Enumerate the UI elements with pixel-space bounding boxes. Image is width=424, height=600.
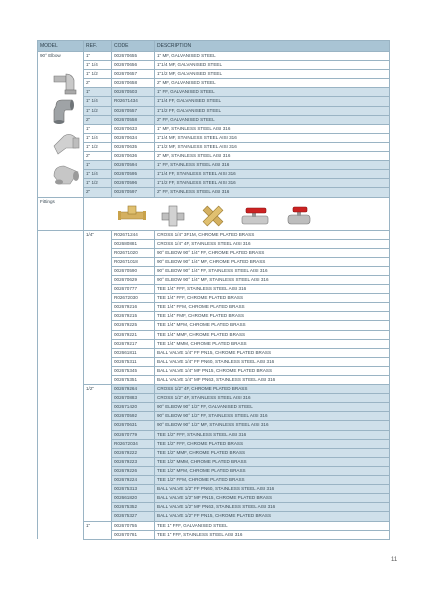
description-cell: BALL VALVE 1/2" MF PN63, STAINLESS STEEL AISI 316 (155, 503, 390, 512)
description-cell: 1" MF, GALVANISED STEEL (155, 52, 390, 61)
ref-cell: 1/2" (84, 385, 112, 521)
code-cell: 002679264 (112, 385, 155, 394)
ref-cell: 1" 1/4 (84, 133, 112, 142)
description-cell: BALL VALVE 1/4" FF PN60, STAINLESS STEEL AISI 316 (155, 357, 390, 366)
code-cell: 002679224 (112, 476, 155, 485)
ref-cell: 1" 1/2 (84, 142, 112, 151)
code-cell: 002670755 (112, 521, 155, 530)
description-cell: TEE 1/2" MMM, CHROME PLATED BRASS (155, 457, 390, 466)
description-cell: 1" MF, STAINLESS STEEL AISI 316 (155, 124, 390, 133)
description-cell: CROSS 1/4" 4F, STAINLESS STEEL AISI 316 (155, 239, 390, 248)
table-row (38, 88, 390, 97)
table-row (38, 152, 390, 161)
product-table (37, 40, 390, 540)
code-cell: 002670597 (112, 188, 155, 197)
description-cell: 1"1/4 MF, GALVANISED STEEL (155, 61, 390, 70)
code-cell: 002670656 (112, 61, 155, 70)
code-cell: 002679223 (112, 457, 155, 466)
model-blank-cell (38, 230, 84, 539)
code-cell: 002679222 (112, 448, 155, 457)
description-cell: CROSS 1/4" 3F1M, CHROME PLATED BRASS (155, 230, 390, 239)
elbow-illustrations (48, 68, 88, 198)
code-cell: R02671018 (112, 257, 155, 266)
code-cell: 002679216 (112, 303, 155, 312)
code-cell: 002670781 (112, 530, 155, 539)
ref-cell: 1" 1/2 (84, 106, 112, 115)
ref-cell: 1/4" (84, 230, 112, 385)
elbow-ff-stainless-image (54, 166, 79, 185)
code-cell: 002670658 (112, 79, 155, 88)
table-row (38, 52, 390, 61)
code-cell: 002679215 (112, 312, 155, 321)
description-cell: 90° ELBOW 90° 1/4" MF, STAINLESS STEEL AISI 316 (155, 275, 390, 284)
ref-cell: 1" 1/2 (84, 179, 112, 188)
description-cell: CROSS 1/2" 4F, CHROME PLATED BRASS (155, 385, 390, 394)
tee-brass-image (118, 205, 146, 227)
code-cell: 002679225 (112, 321, 155, 330)
code-cell: 002671420 (112, 403, 155, 412)
description-cell: 1"1/2 FF, GALVANISED STEEL (155, 106, 390, 115)
ref-cell: 1" 1/4 (84, 97, 112, 106)
description-cell: BALL VALVE 1/4" FF PN15, CHROME PLATED BRASS (155, 348, 390, 357)
code-cell: 002670634 (112, 133, 155, 142)
description-cell: 2" FF, STAINLESS STEEL AISI 316 (155, 188, 390, 197)
cross-image (200, 203, 226, 229)
ref-cell: 1" 1/4 (84, 170, 112, 179)
code-cell: 002670883 (112, 394, 155, 403)
code-cell: 002670631 (112, 421, 155, 430)
fittings-images (118, 203, 323, 229)
code-cell: 002675351 (112, 376, 155, 385)
description-cell: 2" MF, STAINLESS STEEL AISI 316 (155, 152, 390, 161)
description-cell: 1"1/2 MF, GALVANISED STEEL (155, 70, 390, 79)
description-cell: 1" FF, GALVANISED STEEL (155, 88, 390, 97)
code-cell: 002670635 (112, 142, 155, 151)
description-cell: 90° ELBOW 90° 1/2" MF, STAINLESS STEEL AISI 316 (155, 421, 390, 430)
code-cell: 002670777 (112, 285, 155, 294)
fittings-section (38, 197, 390, 539)
ref-cell: 1" 1/2 (84, 70, 112, 79)
code-cell: 002670779 (112, 430, 155, 439)
table-row (38, 170, 390, 179)
code-cell: 002675345 (112, 366, 155, 375)
description-cell: TEE 1/4" MFM, CHROME PLATED BRASS (155, 321, 390, 330)
code-cell: 002670594 (112, 161, 155, 170)
description-cell: TEE 1/2" FFM, CHROME PLATED BRASS (155, 476, 390, 485)
ref-cell: 1" (84, 52, 112, 61)
table-row (38, 133, 390, 142)
code-cell: 002675311 (112, 357, 155, 366)
elbow-mf-galvanised-image (54, 74, 76, 94)
description-cell: TEE 1/2" MMF, CHROME PLATED BRASS (155, 448, 390, 457)
description-cell: TEE 1/4" FFF, STAINLESS STEEL AISI 316 (155, 285, 390, 294)
code-cell: 002670558 (112, 115, 155, 124)
code-cell: 002675313 (112, 485, 155, 494)
code-cell: 002670633 (112, 124, 155, 133)
code-cell: 002679221 (112, 330, 155, 339)
description-cell: 90° ELBOW 90° 1/4" FF, STAINLESS STEEL AISI 316 (155, 266, 390, 275)
code-cell: R02671020 (112, 248, 155, 257)
header-model: MODEL (38, 41, 84, 52)
code-cell: 002661820 (112, 494, 155, 503)
code-cell: 002661811 (112, 348, 155, 357)
ref-cell: 2" (84, 115, 112, 124)
page-number: 11 (391, 557, 398, 563)
description-cell: BALL VALVE 1/4" MF PN15, CHROME PLATED BRASS (155, 366, 390, 375)
header-code: CODE (112, 41, 155, 52)
ref-cell: 1" (84, 521, 112, 539)
description-cell: CROSS 1/2" 4F, STAINLESS STEEL AISI 316 (155, 394, 390, 403)
table-row (38, 521, 390, 530)
code-cell: 002670657 (112, 70, 155, 79)
elbow-ff-galvanised-image (54, 100, 74, 124)
section-label-elbow: 90° Elbow (38, 52, 84, 198)
description-cell: TEE 1/4" FFF, CHROME PLATED BRASS (155, 294, 390, 303)
description-cell: BALL VALVE 1/2" FF PN60, STAINLESS STEEL AISI 316 (155, 485, 390, 494)
description-cell: TEE 1/4" MMF, CHROME PLATED BRASS (155, 330, 390, 339)
code-cell: 002679226 (112, 466, 155, 475)
description-cell: 1" FF, STAINLESS STEEL AISI 316 (155, 161, 390, 170)
code-cell: 002670655 (112, 52, 155, 61)
code-cell: 002670503 (112, 88, 155, 97)
code-cell: 002680881 (112, 239, 155, 248)
code-cell: 002670596 (112, 179, 155, 188)
description-cell: TEE 1/4" MMM, CHROME PLATED BRASS (155, 339, 390, 348)
description-cell: 90° ELBOW 90° 1/4" MF, CHROME PLATED BRASS (155, 257, 390, 266)
code-cell: 002670590 (112, 266, 155, 275)
table-row (38, 97, 390, 106)
ref-cell: 1" (84, 161, 112, 170)
code-cell: 002670636 (112, 152, 155, 161)
description-cell: BALL VALVE 1/4" MF PN63, STAINLESS STEEL AISI 316 (155, 376, 390, 385)
description-cell: BALL VALVE 1/2" MF PN15, CHROME PLATED BRASS (155, 494, 390, 503)
code-cell: R02671244 (112, 230, 155, 239)
elbow-mf-stainless-image (54, 134, 79, 154)
description-cell: 90° ELBOW 90° 1/2" FF, STAINLESS STEEL AISI 316 (155, 412, 390, 421)
table-row (38, 188, 390, 197)
description-cell: 90° ELBOW 90° 1/2" FF, GALVANISED STEEL (155, 403, 390, 412)
description-cell: 1"1/4 FF, STAINLESS STEEL AISI 316 (155, 170, 390, 179)
ref-cell: 1" 1/4 (84, 61, 112, 70)
section-label-fittings: Fittings (38, 197, 84, 230)
code-cell: 002670595 (112, 170, 155, 179)
description-cell: BALL VALVE 1/2" FF PN15, CHROME PLATED BRASS (155, 512, 390, 521)
description-cell: TEE 1/2" FFF, STAINLESS STEEL AISI 316 (155, 430, 390, 439)
code-cell: 002670557 (112, 106, 155, 115)
code-cell: 002670592 (112, 412, 155, 421)
table-row (38, 142, 390, 151)
description-cell: 1"1/2 MF, STAINLESS STEEL AISI 316 (155, 142, 390, 151)
description-cell: 1"1/2 FF, STAINLESS STEEL AISI 316 (155, 179, 390, 188)
description-cell: TEE 1/2" FFF, CHROME PLATED BRASS (155, 439, 390, 448)
code-cell: R02671434 (112, 97, 155, 106)
table-row (38, 79, 390, 88)
description-cell: 1"1/4 MF, STAINLESS STEEL AISI 316 (155, 133, 390, 142)
description-cell: TEE 1/4" FFM, CHROME PLATED BRASS (155, 303, 390, 312)
description-cell: 2" FF, GALVANISED STEEL (155, 115, 390, 124)
table-row (38, 61, 390, 70)
table-row (38, 161, 390, 170)
code-cell: 002675352 (112, 503, 155, 512)
table-row (38, 179, 390, 188)
header-description: DESCRIPTION (155, 41, 390, 52)
tee-stainless-image (160, 204, 186, 228)
description-cell: 1"1/4 FF, GALVANISED STEEL (155, 97, 390, 106)
elbow-images (48, 68, 88, 203)
ball-valve-brass-image (240, 205, 270, 227)
header-ref: REF. (84, 41, 112, 52)
ref-cell: 1" (84, 88, 112, 97)
description-cell: 90° ELBOW 90° 1/4" FF, CHROME PLATED BRASS (155, 248, 390, 257)
code-cell: 002679217 (112, 339, 155, 348)
description-cell: TEE 1" FFF, GALVANISED STEEL (155, 521, 390, 530)
table-row (38, 230, 390, 239)
code-cell: R02672034 (112, 439, 155, 448)
table-header-row (38, 41, 390, 52)
description-cell: 2" MF, GALVANISED STEEL (155, 79, 390, 88)
table-row (38, 106, 390, 115)
code-cell: 002675327 (112, 512, 155, 521)
table-row (38, 124, 390, 133)
table-row (38, 115, 390, 124)
code-cell: R02672030 (112, 294, 155, 303)
code-cell: 002670629 (112, 275, 155, 284)
ref-cell: 2" (84, 152, 112, 161)
table-row (38, 70, 390, 79)
ref-cell: 1" (84, 124, 112, 133)
table-row (38, 385, 390, 394)
description-cell: TEE 1" FFF, STAINLESS STEEL AISI 316 (155, 530, 390, 539)
elbow-section (38, 52, 390, 198)
ball-valve-stainless-image (284, 205, 314, 227)
description-cell: TEE 1/4" FMF, CHROME PLATED BRASS (155, 312, 390, 321)
ref-cell: 2" (84, 188, 112, 197)
ref-cell: 2" (84, 79, 112, 88)
description-cell: TEE 1/2" MFM, CHROME PLATED BRASS (155, 466, 390, 475)
